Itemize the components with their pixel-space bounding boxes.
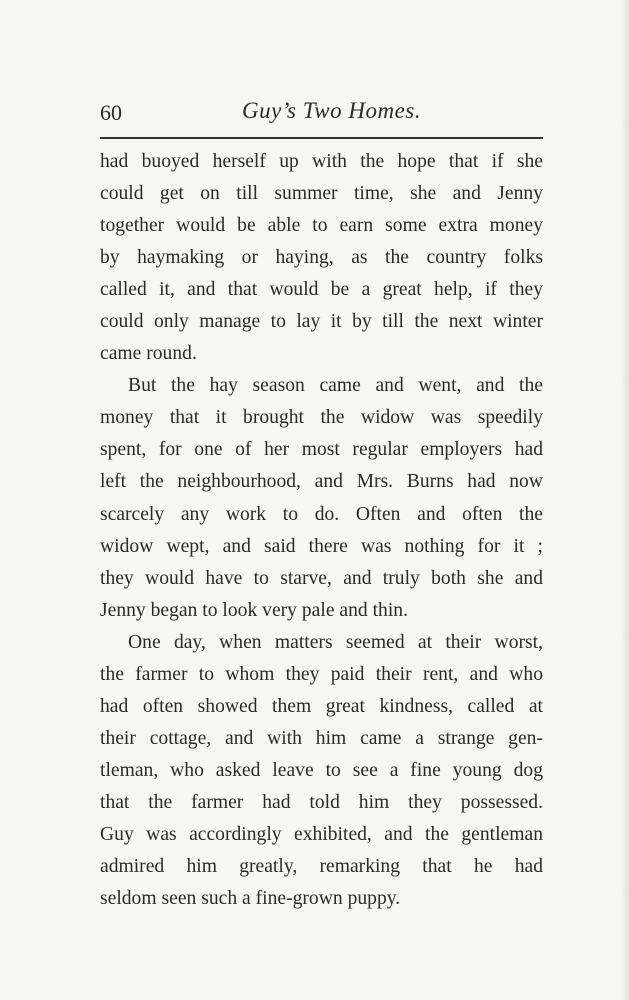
text-line: scarcely any work to do. Often and often the (100, 503, 543, 525)
text-line: But the hay season came and went, and the (128, 375, 543, 397)
text-line: tleman, who asked leave to see a fine young dog (100, 759, 543, 781)
paragraph (100, 370, 543, 626)
paragraph (100, 627, 543, 915)
text-line: widow wept, and said there was nothing for it ; (100, 535, 543, 557)
text-line: had buoyed herself up with the hope that if she (100, 151, 543, 172)
header-rule (100, 137, 543, 139)
text-line: that the farmer had told him they possessed. (100, 791, 543, 813)
page-body-text (100, 146, 543, 915)
text-line: money that it brought the widow was speedily (100, 407, 543, 429)
text-line: admired him greatly, remarking that he had (100, 856, 543, 878)
text-line: their cottage, and with him came a strange gen- (100, 727, 543, 749)
text-line: they would have to starve, and truly both she and (100, 567, 543, 589)
text-line: together would be able to earn some extra money (100, 215, 543, 237)
page-header (100, 98, 543, 132)
text-line: could get on till summer time, she and Jenny (100, 183, 543, 205)
text-line: the farmer to whom they paid their rent, and who (100, 663, 543, 685)
text-line: could only manage to lay it by till the next winter (100, 311, 543, 333)
text-line: called it, and that would be a great help, if they (100, 279, 543, 301)
page-edge-shadow (621, 0, 629, 1000)
paragraph (100, 146, 543, 370)
text-line: Jenny began to look very pale and thin. (100, 599, 408, 621)
text-line: had often showed them great kindness, called at (100, 695, 543, 717)
text-line: Guy was accordingly exhibited, and the gentleman (100, 823, 543, 845)
page-number: 60 (100, 100, 122, 125)
text-line: came round. (100, 343, 197, 365)
text-line: left the neighbourhood, and Mrs. Burns had now (100, 471, 543, 493)
text-line: spent, for one of her most regular employers had (100, 439, 543, 461)
running-title: Guy’s Two Homes. (241, 98, 422, 123)
text-line: by haymaking or haying, as the country folks (100, 247, 543, 269)
text-line: One day, when matters seemed at their worst, (128, 631, 543, 653)
text-line: seldom seen such a fine-grown puppy. (100, 888, 401, 910)
